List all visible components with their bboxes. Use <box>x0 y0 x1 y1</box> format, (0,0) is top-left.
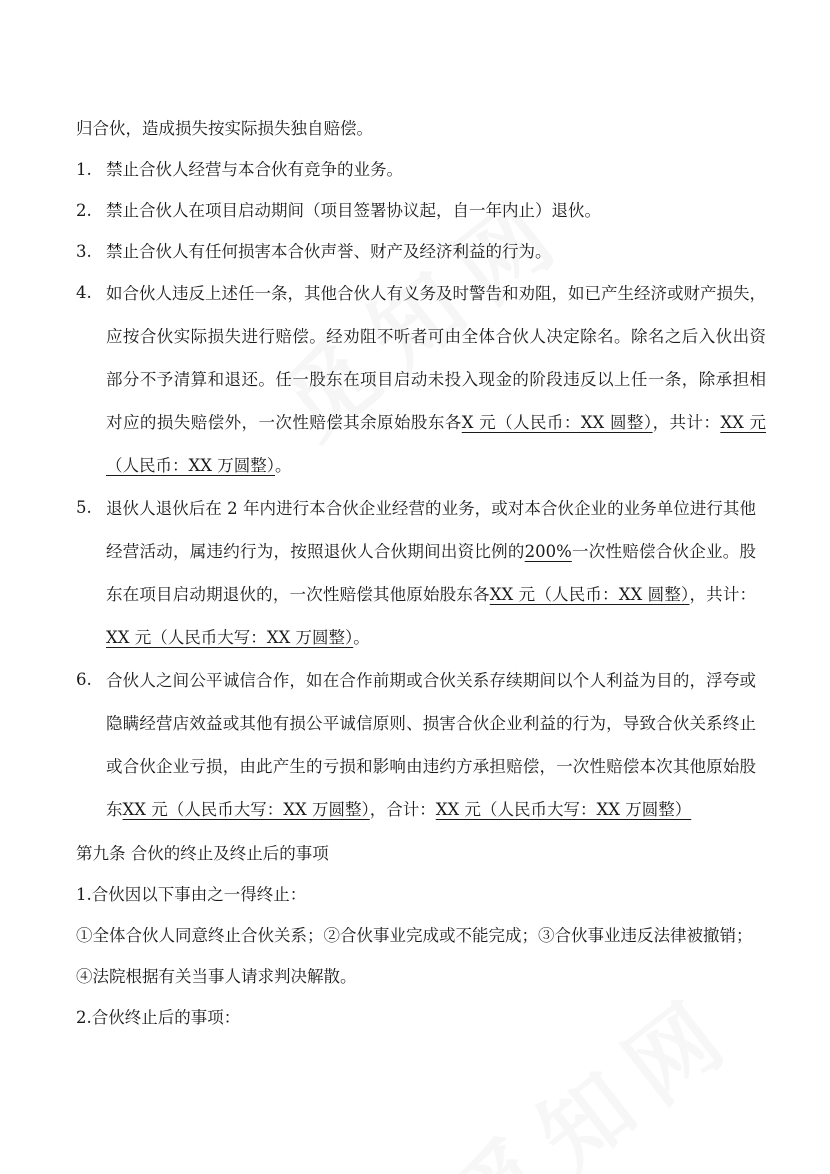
underlined-amount: XX 元（人民币大写：XX 万圆整） <box>106 628 354 647</box>
text-segment: 对应的损失赔偿外，一次性赔偿其余原始股东各 <box>106 413 462 432</box>
text-line <box>106 487 756 530</box>
list-item-number: 4. <box>76 283 92 302</box>
underlined-amount: XX 元（人民币：XX 圆整） <box>489 585 690 604</box>
document-body <box>76 108 767 1038</box>
underlined-amount: X 元（人民币：XX 圆整） <box>461 413 653 432</box>
text-segment: ，共计： <box>652 413 721 432</box>
list-item-text <box>106 272 766 487</box>
list-item-text <box>106 659 756 831</box>
list-item-text <box>106 487 756 659</box>
text-line <box>106 659 756 702</box>
article-9-title: 第九条 合伙的终止及终止后的事项 <box>76 844 329 863</box>
text-line <box>106 272 766 315</box>
text-segment: 禁止合伙人经营与本合伙有竞争的业务。 <box>106 160 403 179</box>
list-item <box>76 231 756 272</box>
list-item-text <box>106 190 756 231</box>
article-9-reasons-line2: ④法院根据有关当事人请求判决解散。 <box>76 967 357 986</box>
text-line <box>106 788 756 831</box>
text-line <box>106 616 756 659</box>
list-item-text <box>106 231 756 272</box>
text-line <box>106 745 756 788</box>
article-9-sub2: 2.合伙终止后的事项： <box>76 1008 241 1027</box>
text-segment: 经营活动，属违约行为，按照退伙人合伙期间出资比例的 <box>106 542 525 561</box>
text-segment: ，合计： <box>369 800 436 819</box>
list-item-text <box>106 149 756 190</box>
text-segment: ，共计： <box>689 585 757 604</box>
list-item <box>76 272 767 487</box>
text-line <box>106 530 756 573</box>
underlined-amount: 200% <box>524 542 572 561</box>
text-segment: 隐瞒经营店效益或其他有损公平诚信原则、损害合伙企业利益的行为，导致合伙关系终止 <box>106 714 756 733</box>
text-segment: 退伙人退伙后在 2 年内进行本合伙企业经营的业务，或对本合伙企业的业务单位进行其他 <box>106 499 756 518</box>
underlined-amount: XX 元（人民币大写：XX 万圆整） <box>435 800 692 819</box>
text-segment: 部分不予清算和退还。任一股东在项目启动未投入现金的阶段违反以上任一条，除承担相 <box>106 370 766 389</box>
underlined-amount: XX 元（人民币大写：XX 万圆整） <box>122 800 370 819</box>
text-line <box>106 444 766 487</box>
list-item-number: 6. <box>76 670 92 689</box>
list-item <box>76 659 756 831</box>
list-item-number: 2. <box>76 201 92 220</box>
numbered-list <box>76 149 767 831</box>
text-segment: 禁止合伙人有任何损害本合伙声誉、财产及经济利益的行为。 <box>106 242 552 261</box>
text-line <box>106 231 756 272</box>
list-item <box>76 149 756 190</box>
text-segment: 东 <box>106 800 123 819</box>
text-segment: 应按合伙实际损失进行赔偿。经劝阻不听者可由全体合伙人决定除名。除名之后入伙出资 <box>106 327 766 346</box>
list-item-number: 1. <box>76 160 92 179</box>
text-segment: 。 <box>353 628 370 647</box>
text-segment: 或合伙企业亏损，由此产生的亏损和影响由违约方承担赔偿，一次性赔偿本次其他原始股 <box>106 757 756 776</box>
list-item <box>76 190 756 231</box>
text-segment: 一次性赔偿合伙企业。股 <box>571 542 757 561</box>
text-line <box>106 401 766 444</box>
underlined-amount: XX 元 <box>720 413 767 432</box>
article-9-sub1: 1.合伙因以下事由之一得终止： <box>76 885 307 904</box>
text-segment: 如合伙人违反上述任一条，其他合伙人有义务及时警告和劝阻，如已产生经济或财产损失， <box>106 284 766 303</box>
text-line <box>106 358 766 401</box>
list-item <box>76 487 756 659</box>
list-item-number: 3. <box>76 242 92 261</box>
list-item-number: 5. <box>76 498 92 517</box>
article-9-reasons-line1: ①全体合伙人同意终止合伙关系；②合伙事业完成或不能完成；③合伙事业违反法律被撤销； <box>76 926 753 945</box>
text-segment: 。 <box>275 456 292 475</box>
text-line <box>106 702 756 745</box>
text-segment: 东在项目启动期退伙的，一次性赔偿其他原始股东各 <box>106 585 490 604</box>
text-line <box>106 190 756 231</box>
text-segment: 禁止合伙人在项目启动期间（项目签署协议起，自一年内止）退伙。 <box>106 201 601 220</box>
underlined-amount: （人民币：XX 万圆整） <box>106 456 275 475</box>
text-line <box>106 315 766 358</box>
intro-text: 归合伙，造成损失按实际损失独自赔偿。 <box>76 119 373 138</box>
text-line <box>106 573 756 616</box>
text-line <box>106 149 756 190</box>
text-segment: 合伙人之间公平诚信合作，如在合作前期或合伙关系存续期间以个人利益为目的，浮夸或 <box>106 671 756 690</box>
